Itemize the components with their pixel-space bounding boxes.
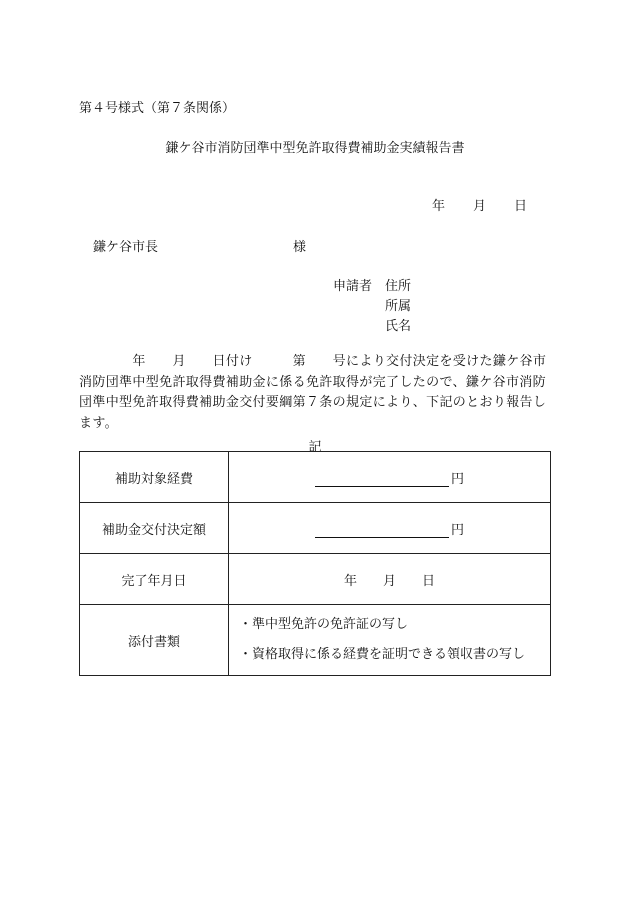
date-year-label: 年 [432,199,446,214]
attachment-item: ・資格取得に係る経費を証明できる領収書の写し [239,647,526,662]
table-row [80,554,551,605]
yen-unit: 円 [450,522,464,538]
completion-day: 日 [422,573,436,589]
subsidy-expense-value [229,452,551,503]
addressee-honorific: 様 [293,240,307,255]
document-title: 鎌ケ谷市消防団準中型免許取得費補助金実績報告書 [165,141,465,156]
subsidy-expense-label: 補助対象経費 [80,452,229,503]
form-number: 第４号様式（第７条関係） [79,101,236,116]
ki-heading: 記 [308,440,322,455]
table-row [80,503,551,554]
date-month-label: 月 [473,199,487,214]
date-day-label: 日 [514,199,528,214]
body-line: 団準中型免許取得費補助金交付要綱第７条の規定により、下記のとおり報告し [79,395,547,410]
grant-decision-amount-label: 補助金交付決定額 [80,503,229,554]
amount-blank-line [315,523,449,538]
body-line: ます。 [79,415,119,431]
attachments-list [229,605,551,676]
table-row [80,605,551,676]
applicant-address-label: 住所 [385,279,412,294]
attachments-label: 添付書類 [80,605,229,676]
body-paragraph [79,352,551,434]
completion-date-label: 完了年月日 [80,554,229,605]
addressee-name: 鎌ケ谷市長 [93,240,159,255]
yen-unit: 円 [450,471,464,487]
applicant-label: 申請者 [333,279,373,294]
submission-date [432,195,527,214]
body-line: 年 月 日付け 第 号により交付決定を受けた鎌ケ谷市 [79,354,547,369]
amount-blank-line [315,472,449,487]
applicant-name-label: 氏名 [385,319,412,334]
body-line: 消防団準中型免許取得費補助金に係る免許取得が完了したので、鎌ケ谷市消防 [79,374,546,390]
attachment-item: ・準中型免許の免許証の写し [239,617,409,632]
completion-month: 月 [382,573,396,589]
applicant-affiliation-label: 所属 [385,299,412,314]
completion-date-value [229,554,551,605]
completion-year: 年 [343,573,357,589]
grant-decision-amount-value [229,503,551,554]
table-row [80,452,551,503]
report-table [79,451,551,676]
